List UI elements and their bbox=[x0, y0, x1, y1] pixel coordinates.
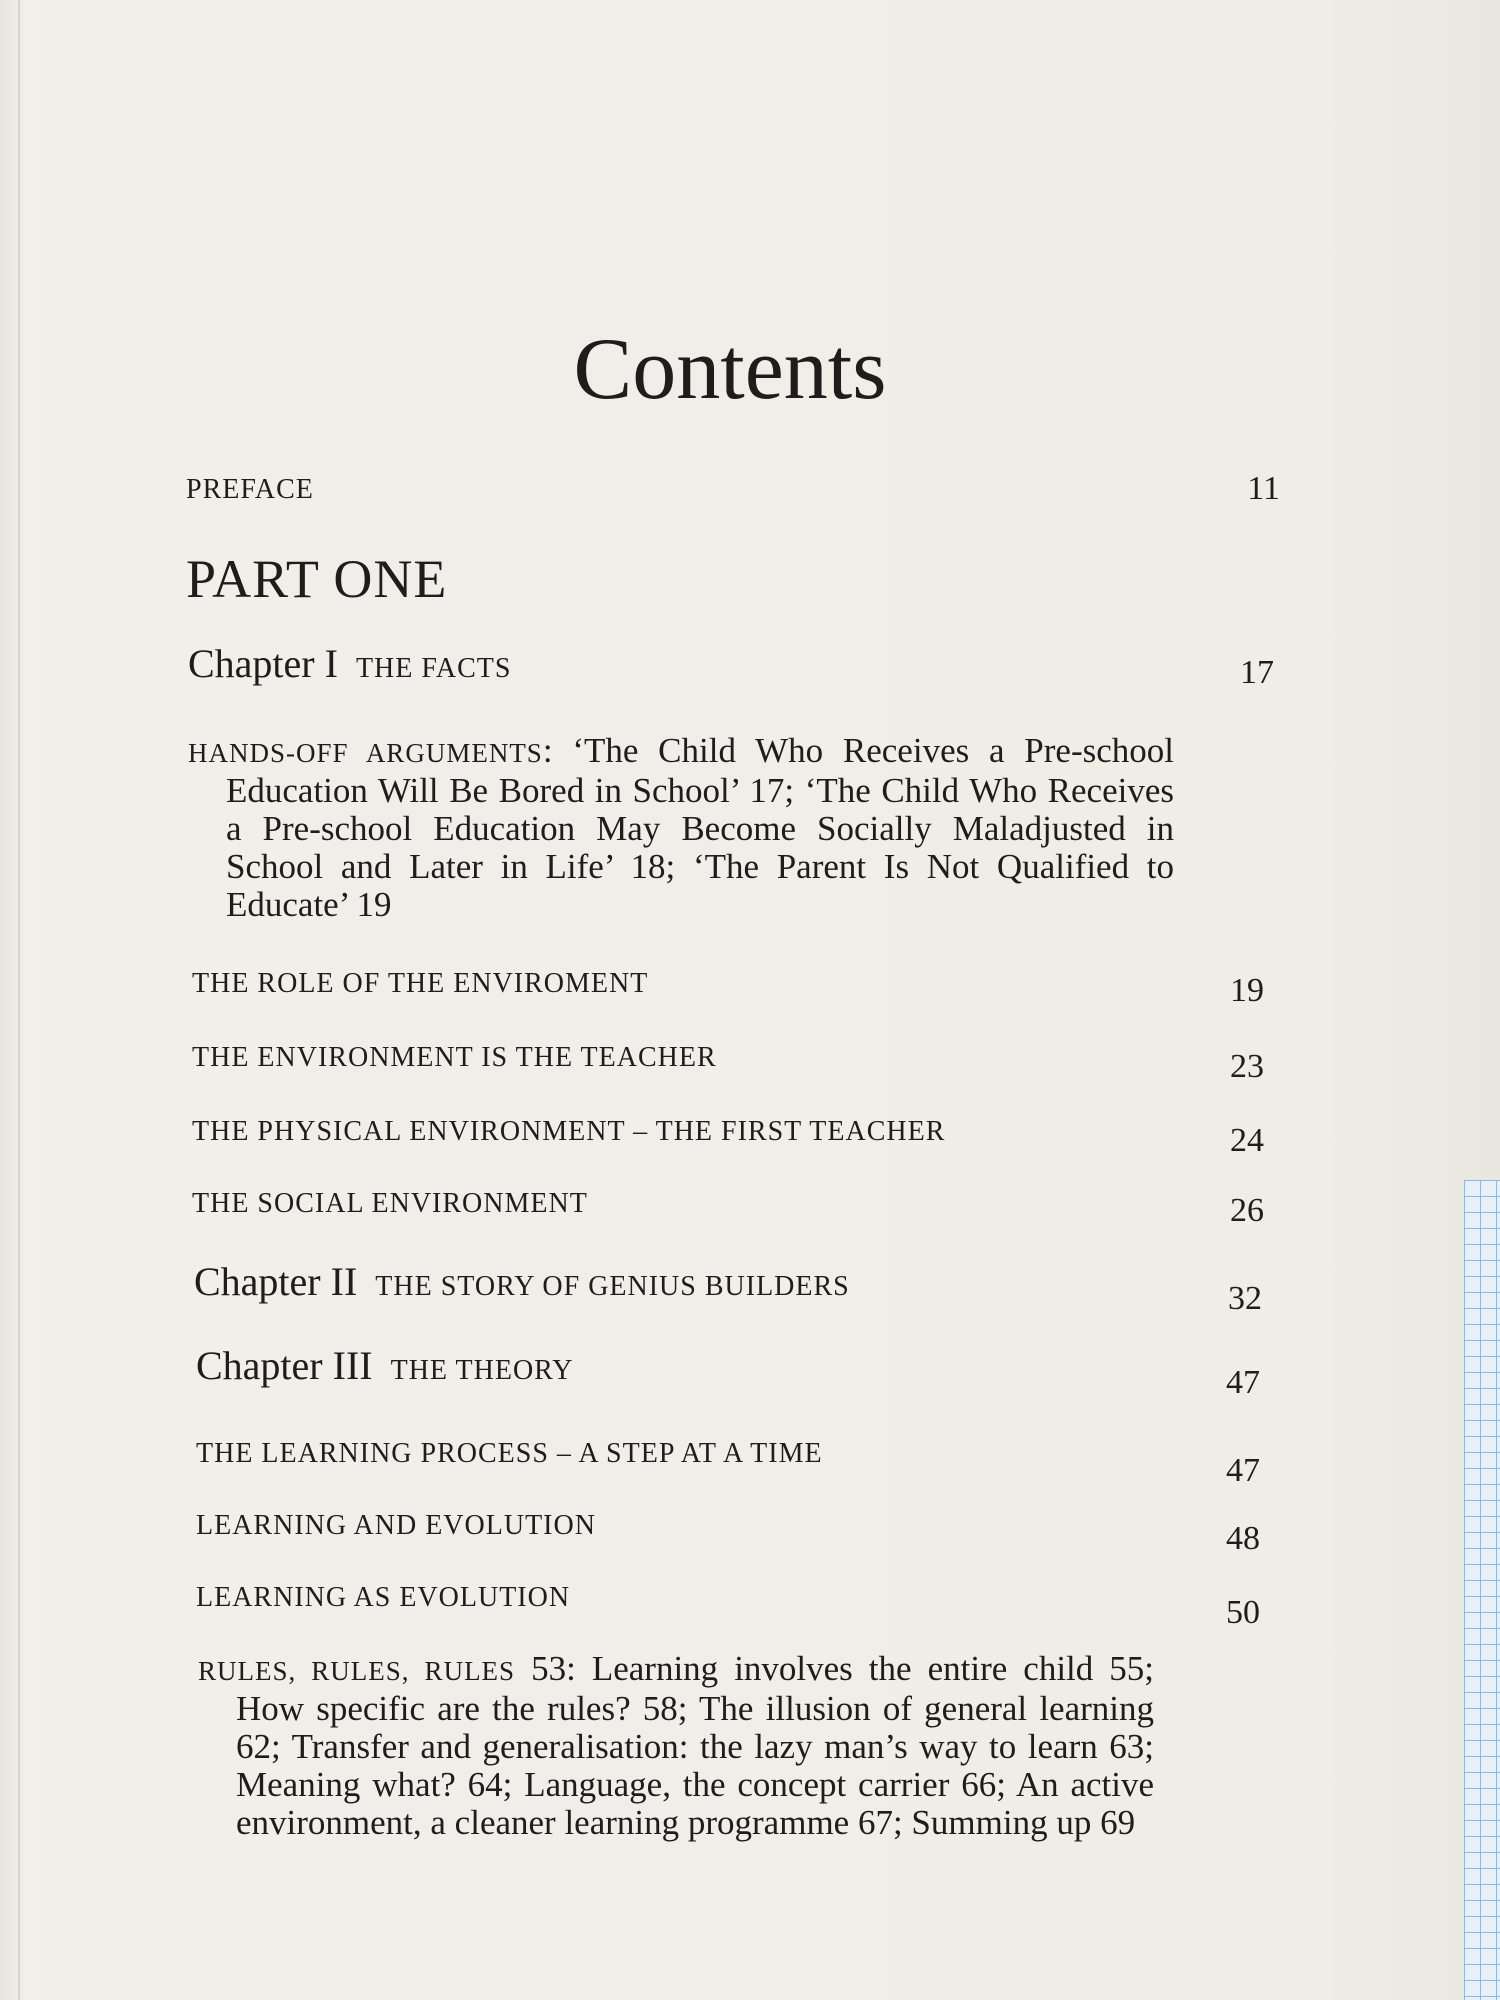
chapter-1-heading bbox=[188, 640, 511, 687]
chapter-3-title: THE THEORY bbox=[390, 1355, 574, 1386]
chapter-1-title: THE FACTS bbox=[355, 653, 512, 684]
hands-off-text: : ‘The Child Who Receives a Pre-school Education Will Be Bored in School’ 17; ‘The Child Who Receives a Pre-school Education May Become Socially Maladjusted in School and Later in Life’ 18; ‘The Parent Is Not Qualified to Educate’ 19 bbox=[226, 731, 1174, 924]
section-physical-environment-page: 24 bbox=[1230, 1122, 1264, 1159]
chapter-3-page: 47 bbox=[1226, 1364, 1260, 1401]
section-learning-and-evolution-page: 48 bbox=[1226, 1520, 1260, 1557]
chapter-1-prefix: Chapter I bbox=[188, 641, 338, 686]
chapter-1-page: 17 bbox=[1240, 654, 1274, 691]
hands-off-entry bbox=[188, 731, 1174, 924]
rules-lead: RULES, RULES, RULES bbox=[198, 1656, 516, 1686]
section-role-of-environment: THE ROLE OF THE ENVIROMENT bbox=[192, 968, 649, 999]
preface-page: 11 bbox=[1247, 470, 1280, 507]
preface-label: PREFACE bbox=[186, 474, 314, 505]
hands-off-lead: HANDS-OFF ARGUMENTS bbox=[188, 738, 543, 768]
page-title: Contents bbox=[573, 321, 887, 418]
section-environment-teacher-page: 23 bbox=[1230, 1048, 1264, 1085]
chapter-2-page: 32 bbox=[1228, 1280, 1262, 1317]
chapter-3-heading bbox=[196, 1342, 574, 1389]
graph-paper-strip bbox=[1464, 1180, 1500, 2000]
section-learning-process-page: 47 bbox=[1226, 1452, 1260, 1489]
section-physical-environment: THE PHYSICAL ENVIRONMENT – THE FIRST TEACHER bbox=[192, 1116, 946, 1147]
section-learning-and-evolution: LEARNING AND EVOLUTION bbox=[196, 1510, 596, 1541]
chapter-2-prefix: Chapter II bbox=[194, 1259, 358, 1304]
rules-text: 53: Learning involves the entire child 55; How specific are the rules? 58; The illusion of general learning 62; Transfer and generalisation: the lazy man’s way to learn 63; Meaning what? 64; Language, the concept carrier 66; An active environment, a cleaner learning programme 67; Summing up 69 bbox=[236, 1649, 1155, 1842]
chapter-2-heading bbox=[194, 1258, 850, 1305]
section-learning-as-evolution-page: 50 bbox=[1226, 1594, 1260, 1631]
section-social-environment: THE SOCIAL ENVIRONMENT bbox=[192, 1188, 588, 1219]
chapter-3-prefix: Chapter III bbox=[196, 1343, 373, 1388]
rules-entry bbox=[198, 1649, 1155, 1842]
section-environment-teacher: THE ENVIRONMENT IS THE TEACHER bbox=[192, 1042, 717, 1073]
part-one-heading: PART ONE bbox=[186, 549, 448, 609]
page-edge bbox=[18, 0, 20, 2000]
section-learning-process: THE LEARNING PROCESS – A STEP AT A TIME bbox=[196, 1438, 823, 1469]
section-social-environment-page: 26 bbox=[1230, 1192, 1264, 1229]
section-role-of-environment-page: 19 bbox=[1230, 972, 1264, 1009]
section-learning-as-evolution: LEARNING AS EVOLUTION bbox=[196, 1582, 571, 1613]
chapter-2-title: THE STORY OF GENIUS BUILDERS bbox=[375, 1271, 850, 1302]
